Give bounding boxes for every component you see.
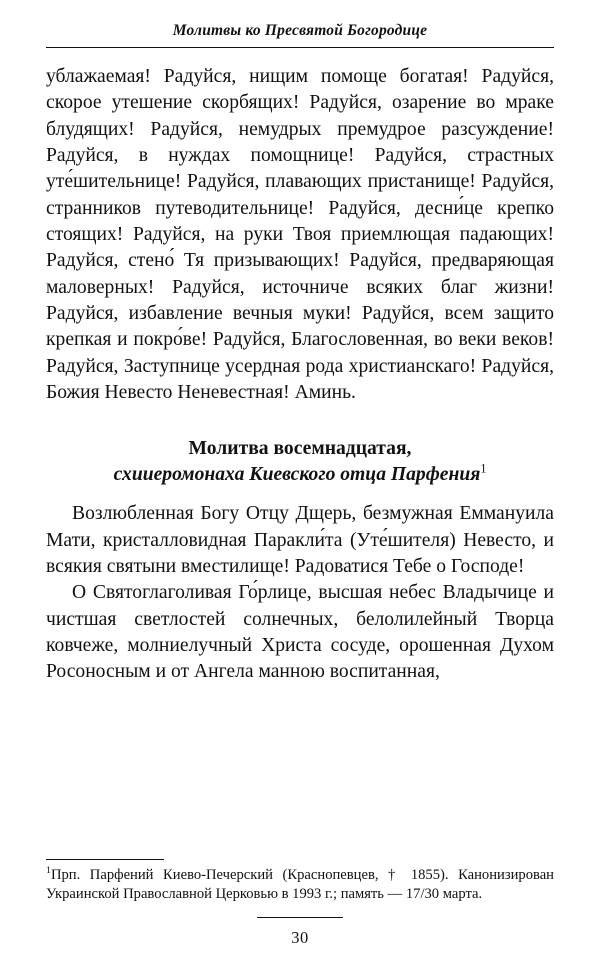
page-body: [46, 64, 554, 406]
page-number: 30: [291, 928, 309, 947]
footnote-marker-inline[interactable]: 1: [480, 461, 487, 476]
running-head: Молитвы ко Пресвятой Богородице: [172, 22, 428, 39]
page-footer: [0, 917, 600, 948]
prayer-paragraph-2: О Святоглаголивая Го́рлице, высшая небес Владычице и чистшая светлостей солнечных, белолилейный Творца ковчеже, молниелучный Христа сосуде, орошенная Духом Росоносным и от Ангела манною воспитанная,: [46, 582, 554, 683]
prayer-body: [46, 501, 554, 685]
header-divider: [46, 47, 554, 48]
footnote: [46, 866, 554, 904]
continued-paragraph: ублажаемая! Радуйся, нищим помоще богатая! Радуйся, скорое утешение скорбящих! Радуйся, озарение во мраке блудящих! Радуйся, немудрых премудрое разсуждение! Радуйся, в нуждах помощнице! Радуйся, страстных уте́шительнице! Радуйся, плавающих пристанище! Радуйся, странников путеводительнице! Радуйся, десни́це крепко стоящих! Радуйся, на руки Твоя приемлющая падающих! Радуйся, стено́ Тя призывающих! Радуйся, предваряющая маловерных! Радуйся, источниче всяких благ жизни! Радуйся, избавление вечныя муки! Радуйся, всем защито крепкая и покро́ве! Радуйся, Благословенная, во веки веков! Радуйся, Заступнице усердная рода христианскаго! Радуйся, Божия Невесто Неневестная! Аминь.: [46, 66, 554, 404]
prayer-heading: [46, 436, 554, 488]
footnote-marker: 1: [46, 865, 51, 877]
footnote-area: [46, 859, 554, 904]
prayer-paragraph-1: Возлюбленная Богу Отцу Дщерь, безмужная Еммануила Мати, кристалловидная Паракли́та (Уте́шителя) Невесто, и всякия святыни вместилище! Радоватися Тебе о Господе!: [46, 503, 554, 577]
footnote-divider: [46, 859, 164, 860]
prayer-heading-line2: [46, 462, 554, 488]
footer-divider: [257, 917, 343, 918]
prayer-heading-line2-text: схииеромонаха Киевского отца Парфения: [113, 464, 481, 486]
footnote-text: Прп. Парфений Киево-Печерский (Краснопевцев, † 1855). Канонизирован Украинской Православной Церковью в 1993 г.; память — 17/30 марта.: [46, 867, 554, 903]
prayer-heading-line1: Молитва восемнадцатая,: [188, 438, 412, 460]
